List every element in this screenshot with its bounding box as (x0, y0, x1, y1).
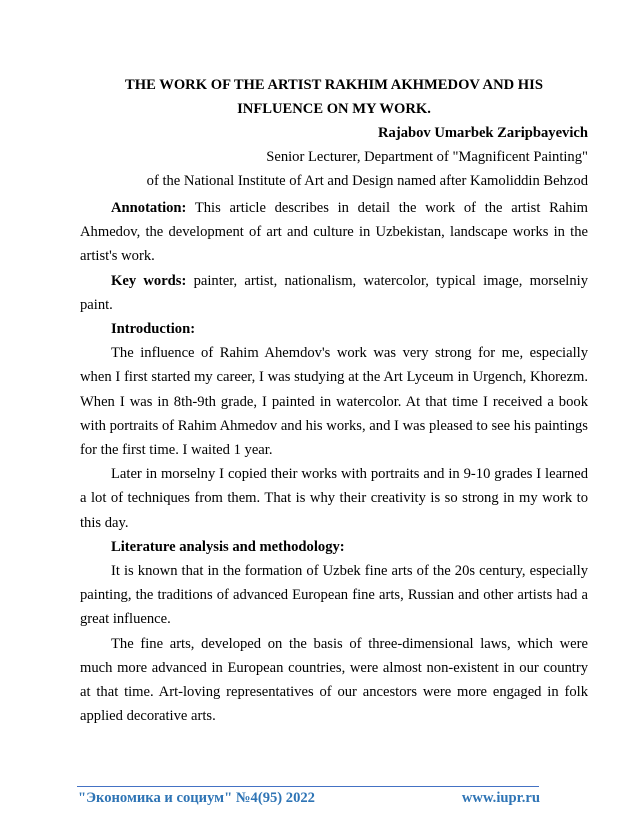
journal-citation: "Экономика и социум" №4(95) 2022 (78, 790, 315, 806)
footer-divider (77, 786, 539, 787)
introduction-paragraph-2: Later in morselny I copied their works with portraits and in 9-10 grades I learned a lot of techniques from them. That is why their creativity is so strong in my work to this day. (80, 466, 588, 531)
journal-website[interactable]: www.iupr.ru (461, 790, 540, 806)
keywords-paragraph (80, 269, 588, 317)
author-name: Rajabov Umarbek Zaripbayevich (378, 125, 588, 141)
article-title (80, 73, 588, 121)
annotation-label: Annotation: (111, 200, 187, 216)
article-title-line-2: INFLUENCE ON MY WORK. (237, 101, 431, 117)
author-position-line-2: of the National Institute of Art and Design named after Kamoliddin Behzod (146, 173, 588, 189)
article-body (80, 196, 588, 728)
article-title-line-1: THE WORK OF THE ARTIST RAKHIM AKHMEDOV AND HIS (125, 77, 543, 93)
literature-paragraph-2: The fine arts, developed on the basis of three-dimensional laws, which were much more advanced in European countries, were almost non-existent in our country at that time. Art-loving representatives of our ancestors were more engaged in folk applied decorative arts. (80, 635, 588, 725)
introduction-heading: Introduction: (111, 321, 196, 338)
keywords-text: painter, artist, nationalism, watercolor, typical image, morselniy paint. (80, 272, 588, 313)
literature-paragraph-1: It is known that in the formation of Uzbek fine arts of the 20s century, especially painting, the traditions of advanced European fine arts, Russian and other artists had a great influence. (80, 563, 588, 628)
annotation-text: This article describes in detail the work of the artist Rahim Ahmedov, the development of art and culture in Uzbekistan, landscape works in the artist's work. (80, 200, 588, 265)
annotation-paragraph (80, 196, 588, 269)
author-position-line-1: Senior Lecturer, Department of "Magnificent Painting" (266, 149, 588, 165)
literature-heading: Literature analysis and methodology: (111, 538, 345, 555)
introduction-paragraph-1: The influence of Rahim Ahemdov's work was very strong for me, especially when I first started my career, I was studying at the Art Lyceum in Urgench, Khorezm. When I was in 8th-9th grade, I painted in watercolor. At that time I received a book with portraits of Rahim Ahmedov and his works, and I was pleased to see his paintings for the first time. I waited 1 year. (80, 345, 588, 459)
keywords-label: Key words: (111, 272, 187, 289)
